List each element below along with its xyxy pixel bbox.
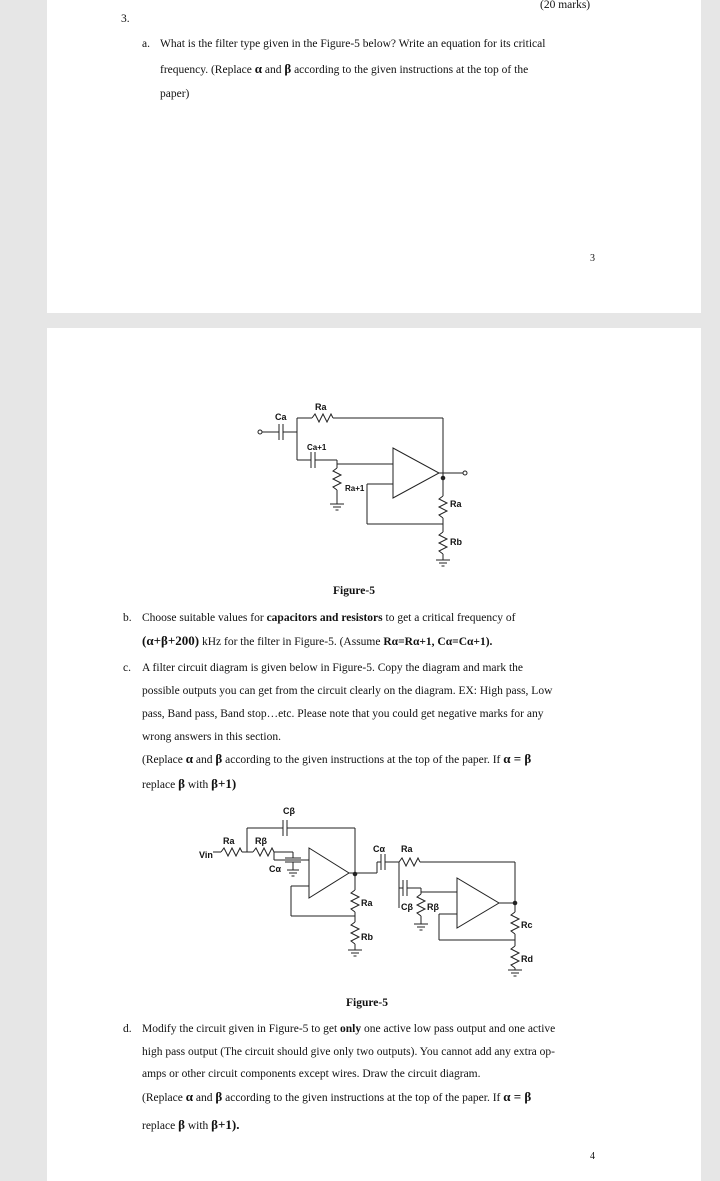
fig1-label-ra1: Ra+1 <box>345 484 365 493</box>
part-b-line1: Choose suitable values for capacitors and resistors to get a critical frequency of <box>142 612 516 624</box>
part-d-line2: high pass output (The circuit should give only two outputs). You cannot add any extra op- <box>142 1046 555 1058</box>
page-3 <box>47 0 701 313</box>
figure-1-circuit <box>47 328 701 588</box>
part-a-line1: What is the filter type given in the Figure-5 below? Write an equation for its critical <box>160 38 546 50</box>
fig2-label-ra2: Ra <box>401 844 413 854</box>
fig2-label-ca2: Cα <box>373 844 386 854</box>
alpha-symbol: α <box>254 61 262 76</box>
fig2-label-rc: Rc <box>521 920 533 930</box>
fig2-label-ra-fb: Ra <box>361 898 373 908</box>
part-c-line3: pass, Band pass, Band stop…etc. Please note that you could get negative marks for any <box>142 708 544 720</box>
part-a-line3: paper) <box>160 88 190 100</box>
fig2-label-rd: Rd <box>521 954 533 964</box>
part-c-line6: replace β with β+1) <box>142 776 237 791</box>
fig1-label-rb: Rb <box>450 537 462 547</box>
part-a-letter: a. <box>142 38 150 50</box>
page-number: 4 <box>590 1151 595 1162</box>
part-d-line1: Modify the circuit given in Figure-5 to get only one active low pass output and one active <box>142 1023 556 1035</box>
fig2-label-rb2: Rβ <box>427 902 439 912</box>
part-d-line3: amps or other circuit components except wires. Draw the circuit diagram. <box>142 1068 481 1080</box>
marks-label: (20 marks) <box>540 0 591 11</box>
beta-symbol: β <box>284 61 292 76</box>
part-b-line2: (α+β+200) kHz for the filter in Figure-5. (Assume Rα=Rα+1, Cα=Cα+1). <box>142 633 493 648</box>
part-b-letter: b. <box>123 612 132 624</box>
fig1-label-ca: Ca <box>275 412 287 422</box>
part-d-line4: (Replace α and β according to the given instructions at the top of the paper. If α = β <box>142 1089 532 1104</box>
part-c-line2: possible outputs you can get from the circuit clearly on the diagram. EX: High pass, Low <box>142 685 553 697</box>
fig1-label-ra-top: Ra <box>315 402 327 412</box>
fig2-label-rb1: Rβ <box>255 836 267 846</box>
part-d-letter: d. <box>123 1023 132 1035</box>
part-c-line5: (Replace α and β according to the given instructions at the top of the paper. If α = β <box>142 751 532 766</box>
fig2-label-rb-gnd: Rb <box>361 932 373 942</box>
fig2-label-cb-top: Cβ <box>283 806 295 816</box>
fig1-label-ra-fb: Ra <box>450 499 462 509</box>
figure-2-circuit <box>47 798 701 978</box>
question-number: 3. <box>121 13 130 25</box>
page-4 <box>47 328 701 1181</box>
part-c-letter: c. <box>123 662 131 674</box>
part-a-line2: frequency. (Replace α and β according to the given instructions at the top of the <box>160 61 529 76</box>
figure-2-caption: Figure-5 <box>346 997 388 1009</box>
page-number: 3 <box>590 253 595 264</box>
fig2-label-vin: Vin <box>199 850 213 860</box>
part-c-line1: A filter circuit diagram is given below in Figure-5. Copy the diagram and mark the <box>142 662 523 674</box>
part-d-line5: replace β with β+1). <box>142 1117 240 1132</box>
part-c-line4: wrong answers in this section. <box>142 731 281 743</box>
fig2-label-ra1: Ra <box>223 836 235 846</box>
figure-1-caption: Figure-5 <box>333 585 375 597</box>
fig2-label-cb2: Cβ <box>401 902 413 912</box>
fig2-label-ca-gnd: Cα <box>269 864 282 874</box>
fig1-label-ca1: Ca+1 <box>307 443 327 452</box>
